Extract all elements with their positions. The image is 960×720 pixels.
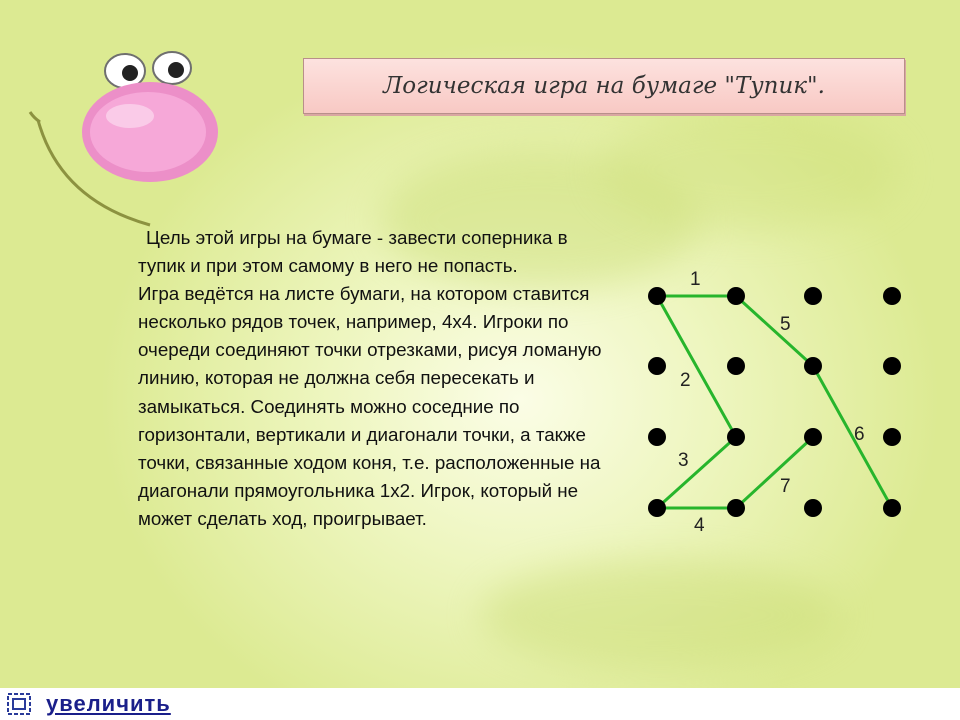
move-label-7: 7 bbox=[780, 476, 791, 497]
grid-dot bbox=[883, 499, 901, 517]
move-segment-3 bbox=[657, 437, 736, 508]
move-label-6: 6 bbox=[854, 424, 865, 445]
title-banner bbox=[303, 58, 905, 114]
grid-dot bbox=[727, 287, 745, 305]
move-segment-7 bbox=[736, 437, 813, 508]
grid-dot bbox=[804, 499, 822, 517]
move-label-5: 5 bbox=[780, 314, 791, 335]
grid-dot bbox=[648, 357, 666, 375]
grid-dot bbox=[804, 428, 822, 446]
footer-bar bbox=[0, 688, 960, 720]
grid-dot bbox=[727, 357, 745, 375]
move-label-4: 4 bbox=[694, 515, 705, 536]
grid-dot bbox=[648, 287, 666, 305]
grid-dot bbox=[648, 428, 666, 446]
grid-dot bbox=[727, 428, 745, 446]
enlarge-link[interactable]: увеличить bbox=[46, 691, 171, 716]
move-segment-6 bbox=[813, 366, 892, 508]
grid-dot bbox=[883, 357, 901, 375]
grid-dot bbox=[804, 287, 822, 305]
background-smear bbox=[600, 110, 900, 230]
move-segment-2 bbox=[657, 296, 736, 437]
enlarge-icon[interactable] bbox=[6, 692, 32, 716]
move-segment-5 bbox=[736, 296, 813, 366]
grid-dot bbox=[648, 499, 666, 517]
grid-dot bbox=[883, 428, 901, 446]
move-label-1: 1 bbox=[690, 269, 701, 290]
rules-paragraph-goal: Цель этой игры на бумаге - завести соперника в тупик и при этом самому в него не попасть. bbox=[138, 227, 568, 277]
game-diagram bbox=[620, 260, 920, 550]
grid-dot bbox=[883, 287, 901, 305]
grid-dot bbox=[727, 499, 745, 517]
move-label-2: 2 bbox=[680, 370, 691, 391]
slide-title: Логическая игра на бумаге "Тупик". bbox=[383, 73, 825, 99]
grid-dot bbox=[804, 357, 822, 375]
move-path bbox=[657, 296, 892, 508]
move-label-3: 3 bbox=[678, 450, 689, 471]
cartoon-face-illustration bbox=[0, 0, 300, 260]
rules-text bbox=[138, 224, 608, 533]
rules-paragraph-play: Игра ведётся на листе бумаги, на котором ставится несколько рядов точек, например, 4х4. Игроки по очереди соединяют точки отрезками, рисуя ломаную линию, которая не должна себя пересекать и замыкаться. Соединять можно соседние по горизонтали, вертикали и диагонали точки, а также точки, связанные ходом коня, т.е. расположенные на диагонали прямоугольника 1х2. Игрок, который не может сделать ход, проигрывает. bbox=[138, 283, 602, 529]
background-smear bbox=[480, 560, 840, 670]
move-labels bbox=[678, 269, 865, 536]
